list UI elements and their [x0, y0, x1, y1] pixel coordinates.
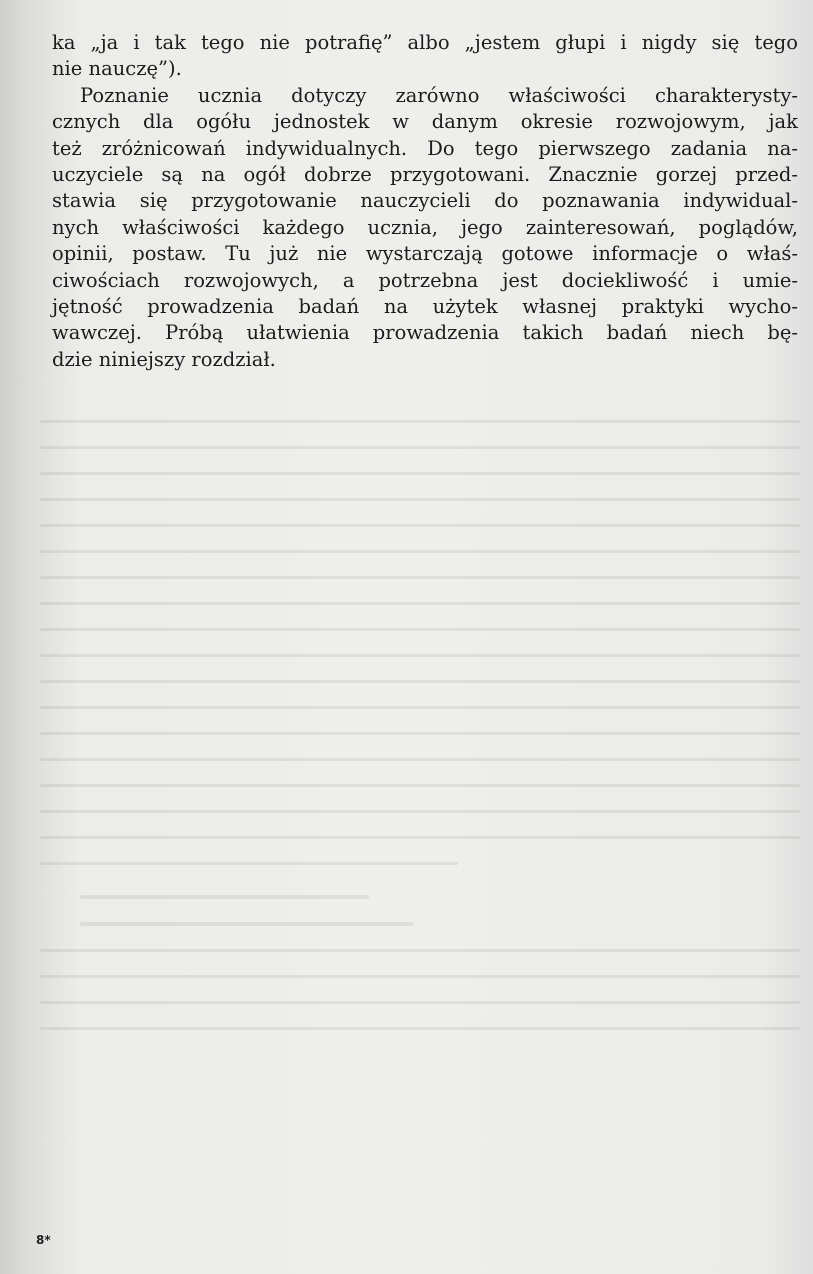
paragraph-2 — [52, 83, 798, 373]
text-line: nie nauczę”). — [52, 57, 182, 81]
signature-mark: 8* — [36, 1233, 51, 1247]
text-line: Poznanie ucznia dotyczy zarówno właściwości charakterysty- — [80, 83, 798, 107]
text-line: uczyciele są na ogół dobrze przygotowani. Znacznie gorzej przed- — [52, 163, 798, 187]
text-line: opinii, postaw. Tu już nie wystarczają gotowe informacje o właś- — [52, 242, 798, 266]
bleed-through-text — [40, 420, 800, 1180]
text-line: cznych dla ogółu jednostek w danym okresie rozwojowym, jak — [52, 110, 798, 134]
text-line: ka „ja i tak tego nie potrafię” albo „jestem głupi i nigdy się tego — [52, 31, 798, 54]
text-line: dzie niniejszy rozdział. — [52, 347, 276, 371]
body-text — [52, 30, 798, 373]
text-line: też zróżnicowań indywidualnych. Do tego pierwszego zadania na- — [52, 136, 798, 160]
text-line: stawia się przygotowanie nauczycieli do poznawania indywidual- — [52, 189, 798, 213]
text-line: wawczej. Próbą ułatwienia prowadzenia takich badań niech bę- — [52, 321, 798, 345]
text-line: ciwościach rozwojowych, a potrzebna jest dociekliwość i umie- — [52, 268, 798, 292]
paragraph-1 — [52, 30, 798, 83]
text-line: nych właściwości każdego ucznia, jego zainteresowań, poglądów, — [52, 215, 798, 239]
text-line: jętność prowadzenia badań na użytek własnej praktyki wycho- — [52, 295, 798, 319]
